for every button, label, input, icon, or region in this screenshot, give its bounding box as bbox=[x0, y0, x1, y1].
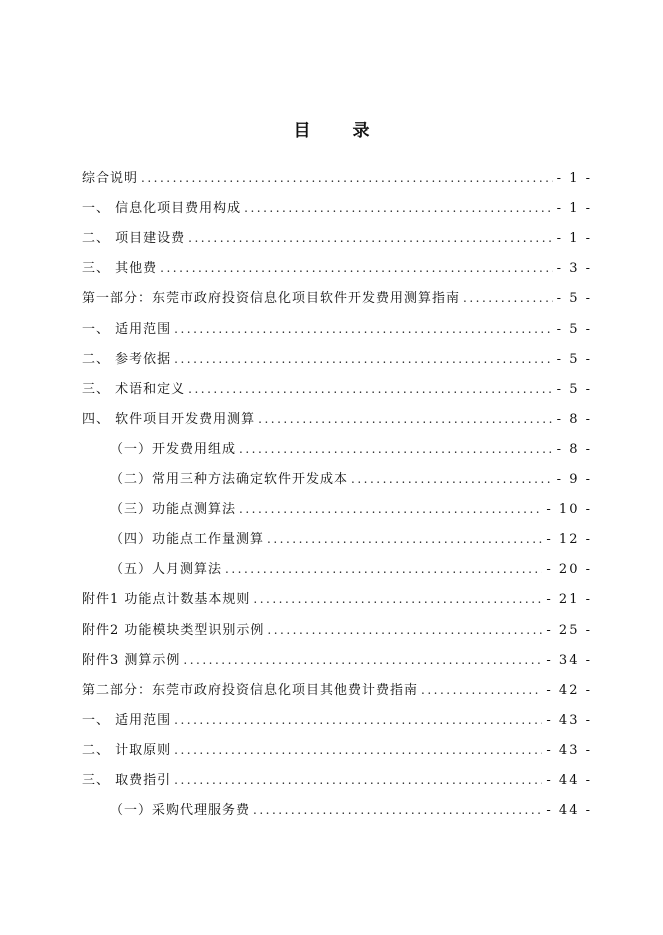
toc-dot-leader bbox=[174, 769, 542, 791]
toc-entry-text: 二、 项目建设费 bbox=[82, 231, 186, 247]
toc-dot-leader bbox=[174, 709, 542, 731]
toc-entry-page: - 1 - bbox=[556, 171, 592, 186]
toc-entry-page: - 34 - bbox=[546, 652, 592, 668]
toc-entry-page: - 43 - bbox=[546, 742, 592, 758]
toc-entry[interactable] bbox=[82, 649, 592, 671]
toc-entry[interactable] bbox=[110, 438, 592, 460]
toc-entry[interactable] bbox=[82, 378, 592, 400]
toc-entry-text: 第一部分：东莞市政府投资信息化项目软件开发费用测算指南 bbox=[82, 291, 461, 307]
toc-entry-text: 一、 适用范围 bbox=[82, 321, 172, 337]
toc-entry[interactable] bbox=[110, 799, 592, 821]
toc-entry[interactable] bbox=[82, 769, 592, 791]
toc-entry-text: 综合说明 bbox=[82, 171, 139, 186]
toc-entry-page: - 8 - bbox=[556, 441, 592, 457]
toc-dot-leader bbox=[244, 197, 553, 219]
toc-dot-leader bbox=[421, 679, 542, 701]
toc-dot-leader bbox=[253, 799, 542, 821]
toc-dot-leader bbox=[188, 227, 553, 249]
toc-entry-page: - 43 - bbox=[546, 712, 592, 728]
toc-entry-page: - 5 - bbox=[556, 321, 592, 337]
toc-entry[interactable] bbox=[82, 408, 592, 430]
toc-entry-text: 第二部分：东莞市政府投资信息化项目其他费计费指南 bbox=[82, 682, 419, 698]
toc-entry-page: - 44 - bbox=[546, 803, 592, 819]
toc-entry-page: - 20 - bbox=[546, 562, 592, 578]
toc-entry-page: - 25 - bbox=[546, 622, 592, 638]
toc-entry-text: （三）功能点测算法 bbox=[110, 502, 237, 518]
toc-entry-page: - 1 - bbox=[556, 201, 592, 217]
toc-entry[interactable] bbox=[110, 528, 592, 550]
toc-entry[interactable] bbox=[82, 167, 592, 189]
toc-entry-page: - 10 - bbox=[546, 502, 592, 518]
toc-dot-leader bbox=[239, 438, 553, 460]
toc-dot-leader bbox=[160, 257, 553, 279]
toc-entry-text: 二、 参考依据 bbox=[82, 351, 172, 367]
toc-entry[interactable] bbox=[82, 257, 592, 279]
toc-entry-text: 二、 计取原则 bbox=[82, 742, 172, 758]
toc-entry[interactable] bbox=[110, 498, 592, 520]
toc-entry[interactable] bbox=[110, 468, 592, 490]
toc-entry[interactable] bbox=[110, 558, 592, 580]
toc-entry[interactable] bbox=[82, 227, 592, 249]
toc-entry-page: - 42 - bbox=[546, 682, 592, 698]
toc-entry[interactable] bbox=[82, 679, 592, 701]
toc-entry-text: 附件2 功能模块类型识别示例 bbox=[82, 622, 265, 638]
toc-entry-page: - 5 - bbox=[556, 351, 592, 367]
toc-entry-text: （一）开发费用组成 bbox=[110, 441, 237, 457]
toc-entry-text: 一、 适用范围 bbox=[82, 712, 172, 728]
toc-entry-page: - 5 - bbox=[556, 381, 592, 397]
toc-dot-leader bbox=[351, 468, 553, 490]
toc-entry[interactable] bbox=[82, 588, 592, 610]
toc-entry-text: （四）功能点工作量测算 bbox=[110, 532, 265, 548]
toc-dot-leader bbox=[188, 378, 553, 400]
toc-entry-page: - 8 - bbox=[556, 411, 592, 427]
toc-entry-page: - 21 - bbox=[546, 592, 592, 608]
toc-dot-leader bbox=[258, 408, 553, 430]
toc-entry[interactable] bbox=[82, 619, 592, 641]
toc-entry-text: （二）常用三种方法确定软件开发成本 bbox=[110, 472, 349, 487]
toc-entry-text: 三、 取费指引 bbox=[82, 773, 172, 788]
toc-entry-page: - 3 - bbox=[556, 261, 592, 277]
toc-entry-page: - 5 - bbox=[556, 291, 592, 307]
toc-entry-page: - 9 - bbox=[556, 472, 592, 487]
toc-dot-leader bbox=[174, 739, 542, 761]
toc-entry-page: - 12 - bbox=[546, 532, 592, 548]
toc-entry-page: - 1 - bbox=[556, 231, 592, 247]
toc-dot-leader bbox=[174, 318, 553, 340]
toc-entry-page: - 44 - bbox=[546, 773, 592, 788]
toc-entry-text: 四、 软件项目开发费用测算 bbox=[82, 411, 256, 427]
toc-entry[interactable] bbox=[82, 739, 592, 761]
toc-entry-text: 三、 术语和定义 bbox=[82, 381, 186, 397]
toc-entry[interactable] bbox=[82, 318, 592, 340]
toc-dot-leader bbox=[183, 649, 542, 671]
toc-entry[interactable] bbox=[82, 709, 592, 731]
toc-dot-leader bbox=[225, 558, 542, 580]
toc-entry-text: （五）人月测算法 bbox=[110, 562, 223, 578]
toc-dot-leader bbox=[253, 588, 542, 610]
toc-entry[interactable] bbox=[82, 197, 592, 219]
toc-entry-text: （一）采购代理服务费 bbox=[110, 803, 251, 819]
toc-dot-leader bbox=[267, 619, 542, 641]
toc-dot-leader bbox=[463, 287, 553, 309]
toc-entry-text: 三、 其他费 bbox=[82, 261, 158, 277]
toc-entry-text: 附件1 功能点计数基本规则 bbox=[82, 592, 251, 608]
toc-title: 目 录 bbox=[293, 121, 388, 141]
toc-entry[interactable] bbox=[82, 287, 592, 309]
toc-dot-leader bbox=[267, 528, 542, 550]
toc-entry-text: 一、 信息化项目费用构成 bbox=[82, 201, 242, 217]
toc-dot-leader bbox=[174, 348, 553, 370]
toc-dot-leader bbox=[141, 167, 553, 189]
toc-dot-leader bbox=[239, 498, 542, 520]
toc-entry[interactable] bbox=[82, 348, 592, 370]
toc-entry-text: 附件3 测算示例 bbox=[82, 652, 181, 668]
